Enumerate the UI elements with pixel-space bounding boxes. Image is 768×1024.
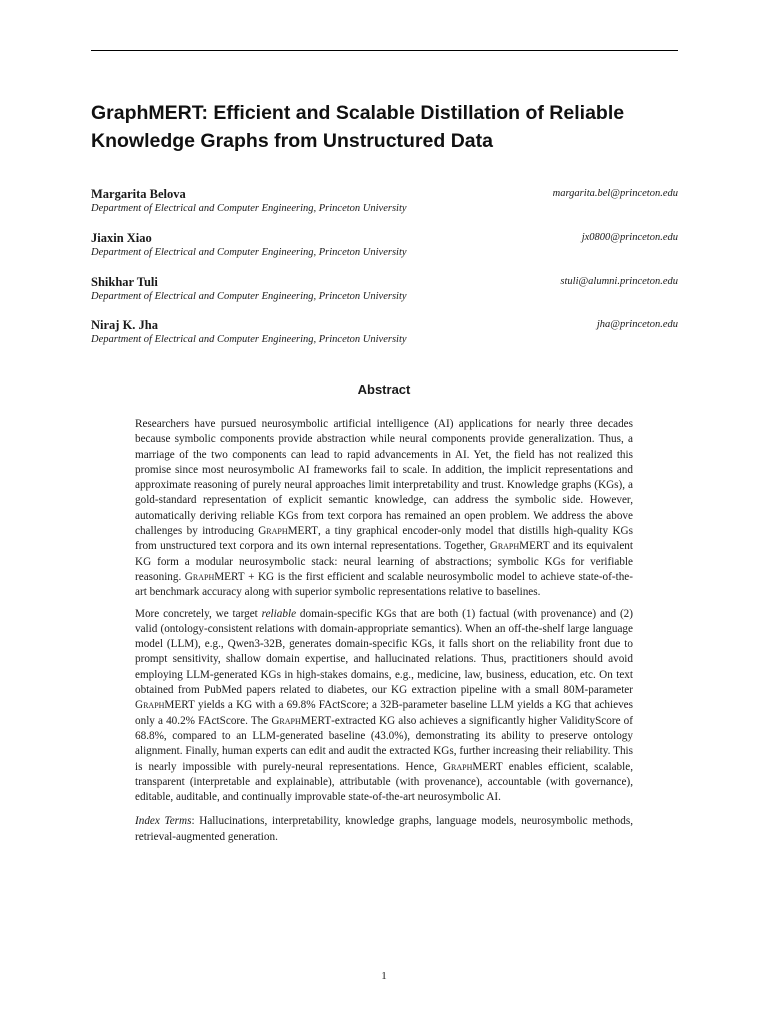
emphasis-reliable: reliable [261, 607, 297, 620]
author-affiliation: Department of Electrical and Computer Engineering, Princeton University [91, 247, 407, 258]
author-email: stuli@alumni.princeton.edu [560, 276, 678, 287]
abstract-heading: Abstract [357, 382, 411, 397]
author-email: jha@princeton.edu [596, 319, 678, 330]
model-name: GraphMERT [271, 714, 332, 727]
author-block [91, 231, 678, 263]
author-block [91, 318, 678, 350]
index-terms-text: : Hallucinations, interpretability, knowledge graphs, language models, neurosymbolic methods, retrieval-augmented generation. [135, 815, 633, 843]
author-email: margarita.bel@princeton.edu [552, 188, 678, 199]
abstract-paragraph: Researchers have pursued neurosymbolic artificial intelligence (AI) applications for nearly three decades because symbolic components provide abstraction while neural components provide generalization. Thus, a marriage of the two components can lead to rapid advancements in AI. Yet, the field has not realized this promise since most neurosymbolic AI frameworks fail to scale. In addition, the implicit representations and approximate reasoning of purely neural approaches limit interpretability and trust. Knowledge graphs (KGs), a gold-standard representation of explicit semantic knowledge, can address the symbolic side. However, automatically deriving reliable KGs from text corpora has remained an open problem. We address the above challenges by introducing GraphMERT, a tiny graphical encoder-only model that distills high-quality KGs from unstructured text corpora and its own internal representations. Together, GraphMERT and its equivalent KG form a modular neurosymbolic stack: neural learning of abstractions; symbolic KGs for verifiable reasoning. GraphMERT + KG is the first efficient and scalable neurosymbolic model to achieve state-of-the-art benchmark accuracy along with superior symbolic representations relative to baselines. [135, 418, 633, 599]
author-affiliation: Department of Electrical and Computer Engineering, Princeton University [91, 203, 407, 214]
index-terms [135, 814, 633, 845]
model-name: GraphMERT [135, 699, 195, 712]
author-name: Jiaxin Xiao [91, 231, 152, 245]
author-block [91, 275, 678, 307]
abstract-body [135, 417, 633, 851]
model-name: GraphMERT [489, 540, 550, 553]
author-affiliation: Department of Electrical and Computer Engineering, Princeton University [91, 291, 407, 302]
author-name: Niraj K. Jha [91, 318, 159, 332]
author-block [91, 187, 678, 219]
model-name: GraphMERT [258, 525, 319, 538]
index-terms-label: Index Terms [135, 815, 192, 828]
abstract-paragraph: More concretely, we target reliable domain-specific KGs that are both (1) factual (with provenance) and (2) valid (ontology-consistent relations with domain-appropriate semantics). When an off-the-shelf large language model (LLM), e.g., Qwen3-32B, generates domain-specific KGs, it falls short on the reliability front due to prompt sensitivity, shallow domain expertise, and hallucinated relations. Thus, practitioners should avoid employing LLM-generated KGs in high-stakes domains, e.g., medicine, law, business, education, etc. On text obtained from PubMed papers related to diabetes, our KG extraction pipeline with a small 80M-parameter GraphMERT yields a KG with a 69.8% FActScore; a 32B-parameter baseline LLM yields a KG that achieves only a 40.2% FActScore. The GraphMERT-extracted KG also achieves a significantly higher ValidityScore of 68.8%, compared to an LLM-generated baseline (43.0%), demonstrating its ability to preserve ontology alignment. Finally, human experts can edit and audit the extracted KGs, further increasing their reliability. This is nearly impossible with purely-neural representations. Hence, GraphMERT enables efficient, scalable, transparent (interpretable and explainable), attributable (with provenance), accountable (with governance), editable, auditable, and continually improvable state-of-the-art neurosymbolic AI. [135, 607, 633, 804]
paper-title: GraphMERT: Efficient and Scalable Distillation of Reliable Knowledge Graphs from Unstructured Data [91, 102, 625, 152]
author-name: Margarita Belova [91, 187, 186, 201]
author-email: jx0800@princeton.edu [581, 232, 678, 243]
top-rule [91, 50, 678, 51]
page-number: 1 [381, 970, 387, 982]
author-name: Shikhar Tuli [91, 275, 158, 289]
model-name: GraphMERT [442, 760, 503, 773]
model-name: GraphMERT [184, 570, 245, 583]
author-affiliation: Department of Electrical and Computer Engineering, Princeton University [91, 334, 407, 345]
